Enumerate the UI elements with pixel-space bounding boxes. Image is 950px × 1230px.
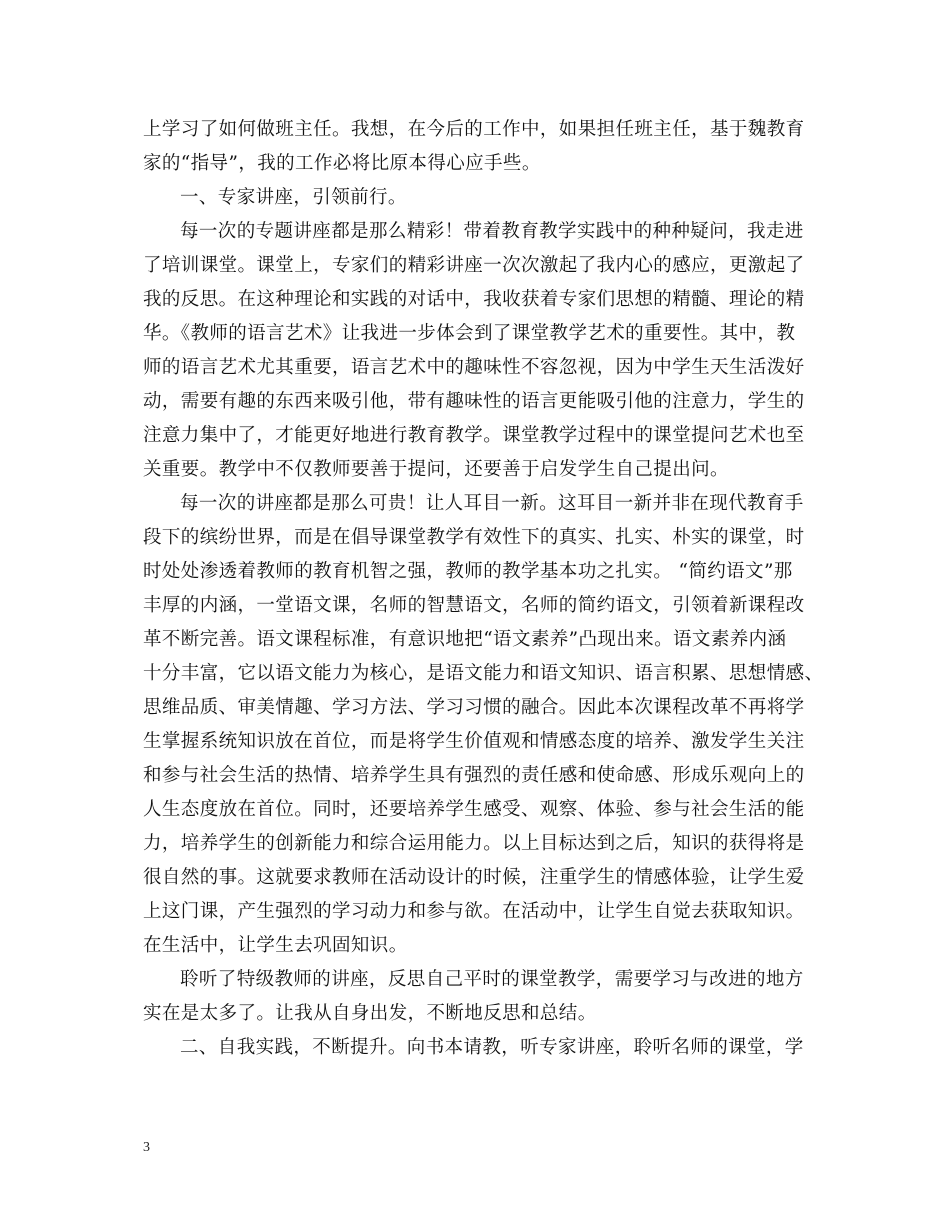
body-text	[143, 113, 823, 1065]
text-line: 聆听了特级教师的讲座，反思自己平时的课堂教学，需要学习与改进的地方	[180, 969, 804, 990]
text-line: 丰厚的内涵，一堂语文课，名师的智慧语文，名师的简约语文，引领着新课程改	[143, 595, 805, 616]
page-number: 3	[143, 1140, 150, 1155]
text-line: 师的语言艺术尤其重要，语言艺术中的趣味性不容忽视，因为中学生天生活泼好	[143, 357, 805, 378]
text-line: 我的反思。在这种理论和实践的对话中，我收获着专家们思想的精髓、理论的精	[143, 289, 805, 310]
text-line: 上学习了如何做班主任。我想，在今后的工作中，如果担任班主任，基于魏教育	[143, 119, 805, 140]
text-line: 生掌握系统知识放在首位，而是将学生价值观和情感态度的培养、激发学生关注	[143, 731, 805, 752]
text-line: 思维品质、审美情趣、学习方法、学习习惯的融合。因此本次课程改革不再将学	[143, 697, 805, 718]
text-line: 和参与社会生活的热情、培养学生具有强烈的责任感和使命感、形成乐观向上的	[143, 765, 805, 786]
section-heading: 二、自我实践，不断提升。向书本请教，听专家讲座，聆听名师的课堂，学	[180, 1037, 804, 1058]
text-line: 了培训课堂。课堂上，专家们的精彩讲座一次次激起了我内心的感应，更激起了	[143, 255, 805, 276]
text-line: 人生态度放在首位。同时，还要培养学生感受、观察、体验、参与社会生活的能	[143, 799, 805, 820]
text-line: 段下的缤纷世界，而是在倡导课堂教学有效性下的真实、扎实、朴实的课堂，时	[143, 527, 805, 548]
text-line: 很自然的事。这就要求教师在活动设计的时候，注重学生的情感体验，让学生爱	[143, 867, 805, 888]
text-line: 时处处渗透着教师的教育机智之强，教师的教学基本功之扎实。 “简约语文”那	[143, 561, 793, 582]
text-line: 实在是太多了。让我从自身出发，不断地反思和总结。	[143, 1003, 597, 1024]
text-line: 每一次的讲座都是那么可贵！让人耳目一新。这耳目一新并非在现代教育手	[180, 493, 804, 514]
text-line: 每一次的专题讲座都是那么精彩！带着教育教学实践中的种种疑问，我走进	[180, 221, 804, 242]
text-line: 上这门课，产生强烈的学习动力和参与欲。在活动中，让学生自觉去获取知识。	[143, 901, 805, 922]
text-line: 在生活中，让学生去巩固知识。	[143, 935, 408, 956]
text-line: 注意力集中了，才能更好地进行教育教学。课堂教学过程中的课堂提问艺术也至	[143, 425, 805, 446]
text-line: 革不断完善。语文课程标准，有意识地把“语文素养”凸现出来。语文素养内涵	[143, 629, 787, 650]
text-line: 华。《教师的语言艺术》让我进一步体会到了课堂教学艺术的重要性。其中，教	[143, 323, 796, 344]
text-line: 动，需要有趣的东西来吸引他，带有趣味性的语言更能吸引他的注意力，学生的	[143, 391, 805, 412]
text-line: 关重要。教学中不仅教师要善于提问，还要善于启发学生自己提出问。	[143, 459, 729, 480]
text-line: 力，培养学生的创新能力和综合运用能力。以上目标达到之后，知识的获得将是	[143, 833, 805, 854]
text-line: 家的“指导”，我的工作必将比原本得心应手些。	[143, 153, 541, 174]
section-heading: 一、专家讲座，引领前行。	[180, 187, 407, 208]
text-line: 十分丰富，它以语文能力为核心，是语文能力和语文知识、语言积累、思想情感、	[143, 663, 824, 684]
